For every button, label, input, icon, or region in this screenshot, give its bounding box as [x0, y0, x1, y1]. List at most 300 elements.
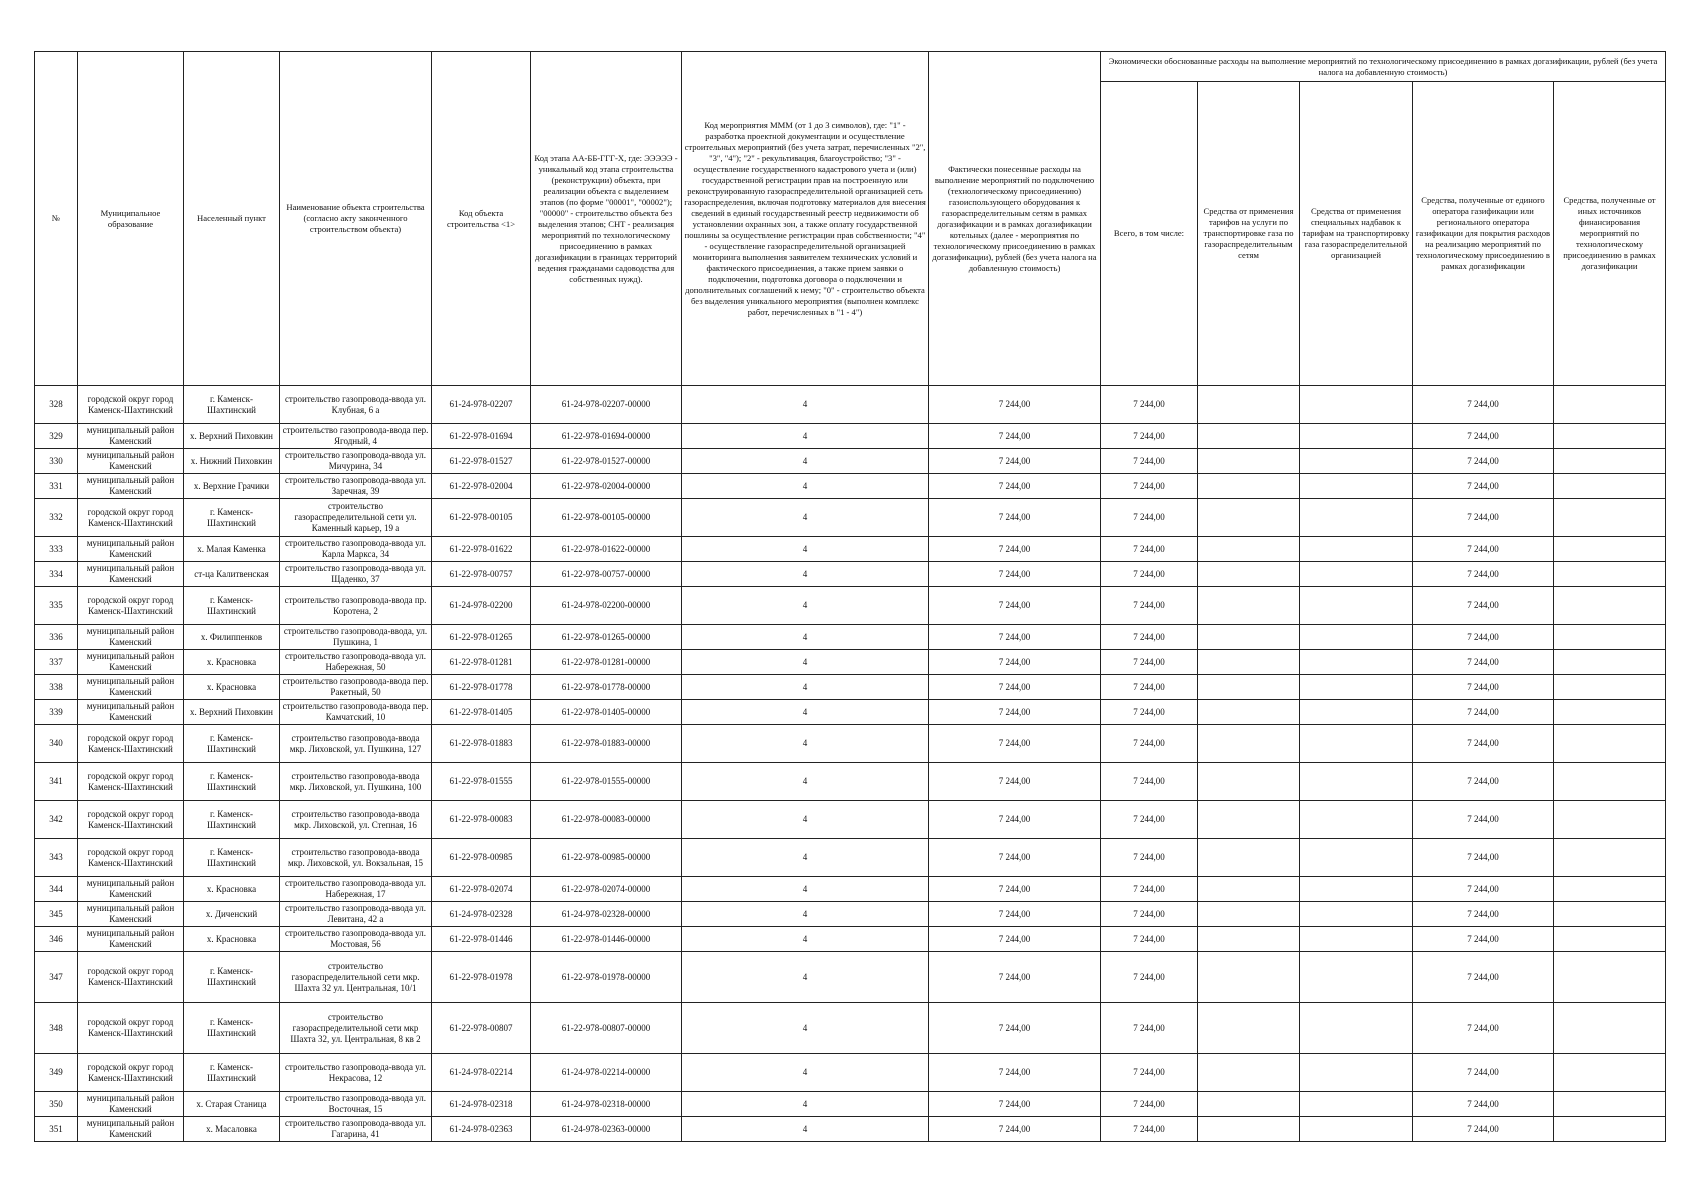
- other-sources-cell: [1554, 499, 1666, 537]
- header-other-sources: Средства, полученные от иных источников финансирования мероприятий по технологическому присоединению в рамках догазификации: [1554, 82, 1666, 386]
- municipality-cell: муниципальный район Каменский: [78, 675, 184, 700]
- settlement-cell: г. Каменск-Шахтинский: [184, 1003, 280, 1054]
- object-code-cell: 61-22-978-01694: [432, 424, 531, 449]
- object-name-cell: строительство газопровода-ввода мкр. Лиховской, ул. Пушкина, 100: [280, 763, 432, 801]
- object-code-cell: 61-22-978-01978: [432, 952, 531, 1003]
- actual-costs-cell: 7 244,00: [929, 499, 1101, 537]
- settlement-cell: х. Красновка: [184, 927, 280, 952]
- stage-code-cell: 61-22-978-01527-00000: [531, 449, 682, 474]
- municipality-cell: городской округ город Каменск-Шахтинский: [78, 839, 184, 877]
- surcharges-cell: [1300, 952, 1413, 1003]
- operator-cell: 7 244,00: [1413, 927, 1554, 952]
- operator-cell: 7 244,00: [1413, 449, 1554, 474]
- surcharges-cell: [1300, 839, 1413, 877]
- actual-costs-cell: 7 244,00: [929, 902, 1101, 927]
- table-row: [35, 386, 1666, 424]
- event-code-cell: 4: [682, 1092, 929, 1117]
- tariffs-cell: [1198, 625, 1300, 650]
- other-sources-cell: [1554, 725, 1666, 763]
- stage-code-cell: 61-22-978-01281-00000: [531, 650, 682, 675]
- header-operator: Средства, полученные от единого оператора газификации или регионального оператора газификации для покрытия расходов на реализацию мероприятий по технологическому присоединению в рамках догазификации: [1413, 82, 1554, 386]
- municipality-cell: муниципальный район Каменский: [78, 562, 184, 587]
- stage-code-cell: 61-22-978-02074-00000: [531, 877, 682, 902]
- municipality-cell: муниципальный район Каменский: [78, 1092, 184, 1117]
- object-code-cell: 61-22-978-00083: [432, 801, 531, 839]
- row-number: 345: [35, 902, 78, 927]
- settlement-cell: х. Масаловка: [184, 1117, 280, 1142]
- municipality-cell: городской округ город Каменск-Шахтинский: [78, 587, 184, 625]
- table-row: [35, 587, 1666, 625]
- total-cell: 7 244,00: [1101, 1092, 1198, 1117]
- tariffs-cell: [1198, 839, 1300, 877]
- object-code-cell: 61-22-978-01281: [432, 650, 531, 675]
- stage-code-cell: 61-22-978-02004-00000: [531, 474, 682, 499]
- total-cell: 7 244,00: [1101, 537, 1198, 562]
- operator-cell: 7 244,00: [1413, 1003, 1554, 1054]
- municipality-cell: муниципальный район Каменский: [78, 449, 184, 474]
- actual-costs-cell: 7 244,00: [929, 763, 1101, 801]
- object-name-cell: строительство газопровода-ввода ул. Некрасова, 12: [280, 1054, 432, 1092]
- table-header: [35, 52, 1666, 386]
- object-code-cell: 61-22-978-00757: [432, 562, 531, 587]
- other-sources-cell: [1554, 587, 1666, 625]
- object-name-cell: строительство газопровода-ввода ул. Мичурина, 34: [280, 449, 432, 474]
- object-name-cell: строительство газопровода-ввода пр. Коротена, 2: [280, 587, 432, 625]
- settlement-cell: г. Каменск-Шахтинский: [184, 1054, 280, 1092]
- row-number: 332: [35, 499, 78, 537]
- object-code-cell: 61-22-978-00985: [432, 839, 531, 877]
- total-cell: 7 244,00: [1101, 424, 1198, 449]
- surcharges-cell: [1300, 902, 1413, 927]
- stage-code-cell: 61-24-978-02200-00000: [531, 587, 682, 625]
- total-cell: 7 244,00: [1101, 801, 1198, 839]
- stage-code-cell: 61-22-978-00807-00000: [531, 1003, 682, 1054]
- object-name-cell: строительство газопровода-ввода, ул. Пушкина, 1: [280, 625, 432, 650]
- settlement-cell: х. Верхний Пиховкин: [184, 700, 280, 725]
- other-sources-cell: [1554, 1003, 1666, 1054]
- municipality-cell: городской округ город Каменск-Шахтинский: [78, 763, 184, 801]
- operator-cell: 7 244,00: [1413, 725, 1554, 763]
- header-total: Всего, в том числе:: [1101, 82, 1198, 386]
- object-name-cell: строительство газораспределительной сети мкр. Шахта 32 ул. Центральная, 10/1: [280, 952, 432, 1003]
- stage-code-cell: 61-22-978-01978-00000: [531, 952, 682, 1003]
- stage-code-cell: 61-22-978-01555-00000: [531, 763, 682, 801]
- row-number: 329: [35, 424, 78, 449]
- stage-code-cell: 61-24-978-02318-00000: [531, 1092, 682, 1117]
- table-row: [35, 763, 1666, 801]
- settlement-cell: г. Каменск-Шахтинский: [184, 386, 280, 424]
- actual-costs-cell: 7 244,00: [929, 449, 1101, 474]
- tariffs-cell: [1198, 499, 1300, 537]
- other-sources-cell: [1554, 625, 1666, 650]
- other-sources-cell: [1554, 839, 1666, 877]
- actual-costs-cell: 7 244,00: [929, 625, 1101, 650]
- stage-code-cell: 61-22-978-01778-00000: [531, 675, 682, 700]
- row-number: 333: [35, 537, 78, 562]
- table-row: [35, 1054, 1666, 1092]
- event-code-cell: 4: [682, 537, 929, 562]
- municipality-cell: муниципальный район Каменский: [78, 927, 184, 952]
- row-number: 334: [35, 562, 78, 587]
- operator-cell: 7 244,00: [1413, 801, 1554, 839]
- header-surcharges: Средства от применения специальных надбавок к тарифам на транспортировку газа газораспределительной организацией: [1300, 82, 1413, 386]
- object-name-cell: строительство газопровода-ввода мкр. Лиховской, ул. Степная, 16: [280, 801, 432, 839]
- settlement-cell: х. Малая Каменка: [184, 537, 280, 562]
- event-code-cell: 4: [682, 763, 929, 801]
- actual-costs-cell: 7 244,00: [929, 675, 1101, 700]
- total-cell: 7 244,00: [1101, 386, 1198, 424]
- stage-code-cell: 61-22-978-01622-00000: [531, 537, 682, 562]
- event-code-cell: 4: [682, 499, 929, 537]
- event-code-cell: 4: [682, 952, 929, 1003]
- table-row: [35, 700, 1666, 725]
- event-code-cell: 4: [682, 650, 929, 675]
- other-sources-cell: [1554, 424, 1666, 449]
- settlement-cell: г. Каменск-Шахтинский: [184, 839, 280, 877]
- object-code-cell: 61-22-978-02074: [432, 877, 531, 902]
- settlement-cell: х. Красновка: [184, 675, 280, 700]
- stage-code-cell: 61-24-978-02363-00000: [531, 1117, 682, 1142]
- object-code-cell: 61-22-978-00105: [432, 499, 531, 537]
- row-number: 336: [35, 625, 78, 650]
- object-name-cell: строительство газопровода-ввода пер. Камчатский, 10: [280, 700, 432, 725]
- event-code-cell: 4: [682, 562, 929, 587]
- other-sources-cell: [1554, 1117, 1666, 1142]
- row-number: 347: [35, 952, 78, 1003]
- surcharges-cell: [1300, 587, 1413, 625]
- settlement-cell: х. Диченский: [184, 902, 280, 927]
- table-body: [35, 386, 1666, 1142]
- actual-costs-cell: 7 244,00: [929, 424, 1101, 449]
- other-sources-cell: [1554, 562, 1666, 587]
- municipality-cell: муниципальный район Каменский: [78, 700, 184, 725]
- surcharges-cell: [1300, 1003, 1413, 1054]
- surcharges-cell: [1300, 1092, 1413, 1117]
- settlement-cell: х. Нижний Пиховкин: [184, 449, 280, 474]
- tariffs-cell: [1198, 902, 1300, 927]
- total-cell: 7 244,00: [1101, 839, 1198, 877]
- table-row: [35, 474, 1666, 499]
- settlement-cell: х. Филиппенков: [184, 625, 280, 650]
- event-code-cell: 4: [682, 725, 929, 763]
- event-code-cell: 4: [682, 839, 929, 877]
- municipality-cell: городской округ город Каменск-Шахтинский: [78, 1003, 184, 1054]
- object-code-cell: 61-24-978-02200: [432, 587, 531, 625]
- operator-cell: 7 244,00: [1413, 625, 1554, 650]
- event-code-cell: 4: [682, 587, 929, 625]
- operator-cell: 7 244,00: [1413, 562, 1554, 587]
- table-row: [35, 424, 1666, 449]
- event-code-cell: 4: [682, 927, 929, 952]
- table-row: [35, 537, 1666, 562]
- header-stage-code: Код этапа АА-ББ-ГГГ-Х, где: ЭЭЭЭЭ - уникальный код этапа строительства (реконструкции) объекта, при реализации объекта с выделением этапов (по форме "00001", "00002"); "00000" - строительство объекта без выделения этапов; СНТ - реализация мероприятий по технологическому присоединению в рамках догазификации в границах территорий ведения гражданами садоводства для собственных нужд).: [531, 52, 682, 386]
- object-name-cell: строительство газопровода-ввода ул. Клубная, 6 а: [280, 386, 432, 424]
- row-number: 343: [35, 839, 78, 877]
- object-name-cell: строительство газопровода-ввода пер. Ягодный, 4: [280, 424, 432, 449]
- settlement-cell: г. Каменск-Шахтинский: [184, 763, 280, 801]
- total-cell: 7 244,00: [1101, 1003, 1198, 1054]
- stage-code-cell: 61-22-978-01446-00000: [531, 927, 682, 952]
- operator-cell: 7 244,00: [1413, 902, 1554, 927]
- tariffs-cell: [1198, 675, 1300, 700]
- settlement-cell: ст-ца Калитвенская: [184, 562, 280, 587]
- table-row: [35, 801, 1666, 839]
- actual-costs-cell: 7 244,00: [929, 1003, 1101, 1054]
- object-name-cell: строительство газопровода-ввода пер. Ракетный, 50: [280, 675, 432, 700]
- settlement-cell: х. Старая Станица: [184, 1092, 280, 1117]
- operator-cell: 7 244,00: [1413, 650, 1554, 675]
- table-row: [35, 499, 1666, 537]
- stage-code-cell: 61-22-978-00105-00000: [531, 499, 682, 537]
- municipality-cell: муниципальный район Каменский: [78, 902, 184, 927]
- surcharges-cell: [1300, 650, 1413, 675]
- tariffs-cell: [1198, 386, 1300, 424]
- actual-costs-cell: 7 244,00: [929, 839, 1101, 877]
- other-sources-cell: [1554, 801, 1666, 839]
- stage-code-cell: 61-24-978-02328-00000: [531, 902, 682, 927]
- municipality-cell: муниципальный район Каменский: [78, 1117, 184, 1142]
- object-name-cell: строительство газопровода-ввода ул. Восточная, 15: [280, 1092, 432, 1117]
- surcharges-cell: [1300, 386, 1413, 424]
- stage-code-cell: 61-24-978-02207-00000: [531, 386, 682, 424]
- municipality-cell: городской округ город Каменск-Шахтинский: [78, 499, 184, 537]
- municipality-cell: городской округ город Каменск-Шахтинский: [78, 952, 184, 1003]
- event-code-cell: 4: [682, 801, 929, 839]
- event-code-cell: 4: [682, 424, 929, 449]
- object-code-cell: 61-22-978-01883: [432, 725, 531, 763]
- municipality-cell: муниципальный район Каменский: [78, 474, 184, 499]
- object-name-cell: строительство газопровода-ввода ул. Карла Маркса, 34: [280, 537, 432, 562]
- actual-costs-cell: 7 244,00: [929, 1054, 1101, 1092]
- object-name-cell: строительство газопровода-ввода ул. Набережная, 50: [280, 650, 432, 675]
- table-row: [35, 877, 1666, 902]
- header-object-name: Наименование объекта строительства (согласно акту законченного строительством объекта): [280, 52, 432, 386]
- tariffs-cell: [1198, 877, 1300, 902]
- object-code-cell: 61-22-978-01622: [432, 537, 531, 562]
- tariffs-cell: [1198, 1117, 1300, 1142]
- other-sources-cell: [1554, 1092, 1666, 1117]
- total-cell: 7 244,00: [1101, 499, 1198, 537]
- municipality-cell: городской округ город Каменск-Шахтинский: [78, 725, 184, 763]
- settlement-cell: г. Каменск-Шахтинский: [184, 952, 280, 1003]
- settlement-cell: г. Каменск-Шахтинский: [184, 801, 280, 839]
- tariffs-cell: [1198, 587, 1300, 625]
- object-code-cell: 61-24-978-02318: [432, 1092, 531, 1117]
- operator-cell: 7 244,00: [1413, 499, 1554, 537]
- surcharges-cell: [1300, 424, 1413, 449]
- object-code-cell: 61-24-978-02328: [432, 902, 531, 927]
- event-code-cell: 4: [682, 474, 929, 499]
- object-code-cell: 61-22-978-01446: [432, 927, 531, 952]
- tariffs-cell: [1198, 1003, 1300, 1054]
- municipality-cell: городской округ город Каменск-Шахтинский: [78, 386, 184, 424]
- header-group-title: Экономически обоснованные расходы на выполнение мероприятий по технологическому присоединению в рамках догазификации, рублей (без учета налога на добавленную стоимость): [1101, 52, 1666, 82]
- municipality-cell: городской округ город Каменск-Шахтинский: [78, 801, 184, 839]
- table-row: [35, 839, 1666, 877]
- actual-costs-cell: 7 244,00: [929, 1117, 1101, 1142]
- stage-code-cell: 61-22-978-00757-00000: [531, 562, 682, 587]
- operator-cell: 7 244,00: [1413, 763, 1554, 801]
- object-name-cell: строительство газораспределительной сети ул. Каменный карьер, 19 а: [280, 499, 432, 537]
- row-number: 344: [35, 877, 78, 902]
- total-cell: 7 244,00: [1101, 927, 1198, 952]
- operator-cell: 7 244,00: [1413, 675, 1554, 700]
- actual-costs-cell: 7 244,00: [929, 562, 1101, 587]
- other-sources-cell: [1554, 877, 1666, 902]
- object-name-cell: строительство газопровода-ввода ул. Заречная, 39: [280, 474, 432, 499]
- header-object-code: Код объекта строительства <1>: [432, 52, 531, 386]
- event-code-cell: 4: [682, 386, 929, 424]
- event-code-cell: 4: [682, 877, 929, 902]
- surcharges-cell: [1300, 474, 1413, 499]
- municipality-cell: муниципальный район Каменский: [78, 537, 184, 562]
- actual-costs-cell: 7 244,00: [929, 877, 1101, 902]
- object-name-cell: строительство газопровода-ввода ул. Мостовая, 56: [280, 927, 432, 952]
- other-sources-cell: [1554, 537, 1666, 562]
- actual-costs-cell: 7 244,00: [929, 927, 1101, 952]
- surcharges-cell: [1300, 801, 1413, 839]
- actual-costs-cell: 7 244,00: [929, 725, 1101, 763]
- surcharges-cell: [1300, 1117, 1413, 1142]
- operator-cell: 7 244,00: [1413, 1117, 1554, 1142]
- object-name-cell: строительство газопровода-ввода мкр. Лиховской, ул. Пушкина, 127: [280, 725, 432, 763]
- operator-cell: 7 244,00: [1413, 839, 1554, 877]
- surcharges-cell: [1300, 625, 1413, 650]
- row-number: 342: [35, 801, 78, 839]
- table-row: [35, 1092, 1666, 1117]
- row-number: 349: [35, 1054, 78, 1092]
- total-cell: 7 244,00: [1101, 650, 1198, 675]
- table-row: [35, 952, 1666, 1003]
- tariffs-cell: [1198, 700, 1300, 725]
- table-row: [35, 449, 1666, 474]
- row-number: 346: [35, 927, 78, 952]
- row-number: 339: [35, 700, 78, 725]
- object-code-cell: 61-22-978-01555: [432, 763, 531, 801]
- actual-costs-cell: 7 244,00: [929, 1092, 1101, 1117]
- other-sources-cell: [1554, 700, 1666, 725]
- operator-cell: 7 244,00: [1413, 1092, 1554, 1117]
- tariffs-cell: [1198, 927, 1300, 952]
- total-cell: 7 244,00: [1101, 474, 1198, 499]
- tariffs-cell: [1198, 1092, 1300, 1117]
- object-code-cell: 61-22-978-01527: [432, 449, 531, 474]
- settlement-cell: г. Каменск-Шахтинский: [184, 725, 280, 763]
- table-row: [35, 562, 1666, 587]
- table-row: [35, 650, 1666, 675]
- object-code-cell: 61-22-978-01265: [432, 625, 531, 650]
- total-cell: 7 244,00: [1101, 1117, 1198, 1142]
- row-number: 350: [35, 1092, 78, 1117]
- row-number: 335: [35, 587, 78, 625]
- stage-code-cell: 61-22-978-01405-00000: [531, 700, 682, 725]
- tariffs-cell: [1198, 725, 1300, 763]
- event-code-cell: 4: [682, 449, 929, 474]
- tariffs-cell: [1198, 474, 1300, 499]
- table-row: [35, 1117, 1666, 1142]
- surcharges-cell: [1300, 700, 1413, 725]
- other-sources-cell: [1554, 449, 1666, 474]
- settlement-cell: г. Каменск-Шахтинский: [184, 499, 280, 537]
- event-code-cell: 4: [682, 1003, 929, 1054]
- total-cell: 7 244,00: [1101, 675, 1198, 700]
- surcharges-cell: [1300, 877, 1413, 902]
- event-code-cell: 4: [682, 902, 929, 927]
- other-sources-cell: [1554, 474, 1666, 499]
- stage-code-cell: 61-22-978-01883-00000: [531, 725, 682, 763]
- object-name-cell: строительство газопровода-ввода ул. Левитана, 42 а: [280, 902, 432, 927]
- stage-code-cell: 61-22-978-01694-00000: [531, 424, 682, 449]
- total-cell: 7 244,00: [1101, 1054, 1198, 1092]
- table-row: [35, 625, 1666, 650]
- settlement-cell: х. Красновка: [184, 877, 280, 902]
- actual-costs-cell: 7 244,00: [929, 650, 1101, 675]
- row-number: 328: [35, 386, 78, 424]
- document-sheet: [34, 51, 1665, 1142]
- municipality-cell: муниципальный район Каменский: [78, 877, 184, 902]
- operator-cell: 7 244,00: [1413, 1054, 1554, 1092]
- tariffs-cell: [1198, 952, 1300, 1003]
- row-number: 341: [35, 763, 78, 801]
- municipality-cell: муниципальный район Каменский: [78, 424, 184, 449]
- actual-costs-cell: 7 244,00: [929, 537, 1101, 562]
- other-sources-cell: [1554, 927, 1666, 952]
- event-code-cell: 4: [682, 1117, 929, 1142]
- tariffs-cell: [1198, 1054, 1300, 1092]
- surcharges-cell: [1300, 675, 1413, 700]
- other-sources-cell: [1554, 675, 1666, 700]
- surcharges-cell: [1300, 725, 1413, 763]
- operator-cell: 7 244,00: [1413, 386, 1554, 424]
- operator-cell: 7 244,00: [1413, 587, 1554, 625]
- settlement-cell: х. Красновка: [184, 650, 280, 675]
- actual-costs-cell: 7 244,00: [929, 700, 1101, 725]
- object-name-cell: строительство газопровода-ввода ул. Набережная, 17: [280, 877, 432, 902]
- object-code-cell: 61-22-978-01778: [432, 675, 531, 700]
- operator-cell: 7 244,00: [1413, 474, 1554, 499]
- tariffs-cell: [1198, 801, 1300, 839]
- object-code-cell: 61-24-978-02207: [432, 386, 531, 424]
- total-cell: 7 244,00: [1101, 625, 1198, 650]
- stage-code-cell: 61-24-978-02214-00000: [531, 1054, 682, 1092]
- object-code-cell: 61-24-978-02363: [432, 1117, 531, 1142]
- table-row: [35, 902, 1666, 927]
- object-name-cell: строительство газопровода-ввода ул. Щаденко, 37: [280, 562, 432, 587]
- event-code-cell: 4: [682, 675, 929, 700]
- header-municipality: Муниципальное образование: [78, 52, 184, 386]
- row-number: 331: [35, 474, 78, 499]
- tariffs-cell: [1198, 424, 1300, 449]
- header-actual-costs: Фактически понесенные расходы на выполнение мероприятий по подключению (технологическому присоединению) газоиспользующего оборудования к газораспределительным сетям в рамках догазификации и в рамках догазификации котельных (далее - мероприятия по технологическому присоединению в рамках догазификации), рублей (без учета налога на добавленную стоимость): [929, 52, 1101, 386]
- other-sources-cell: [1554, 763, 1666, 801]
- other-sources-cell: [1554, 650, 1666, 675]
- actual-costs-cell: 7 244,00: [929, 801, 1101, 839]
- total-cell: 7 244,00: [1101, 902, 1198, 927]
- actual-costs-cell: 7 244,00: [929, 587, 1101, 625]
- surcharges-cell: [1300, 1054, 1413, 1092]
- surcharges-cell: [1300, 562, 1413, 587]
- event-code-cell: 4: [682, 700, 929, 725]
- surcharges-cell: [1300, 763, 1413, 801]
- gasification-costs-table: [34, 51, 1666, 1142]
- total-cell: 7 244,00: [1101, 763, 1198, 801]
- header-tariffs: Средства от применения тарифов на услуги по транспортировке газа по газораспределительным сетям: [1198, 82, 1300, 386]
- table-row: [35, 927, 1666, 952]
- row-number: 337: [35, 650, 78, 675]
- object-name-cell: строительство газопровода-ввода ул. Гагарина, 41: [280, 1117, 432, 1142]
- municipality-cell: муниципальный район Каменский: [78, 650, 184, 675]
- total-cell: 7 244,00: [1101, 449, 1198, 474]
